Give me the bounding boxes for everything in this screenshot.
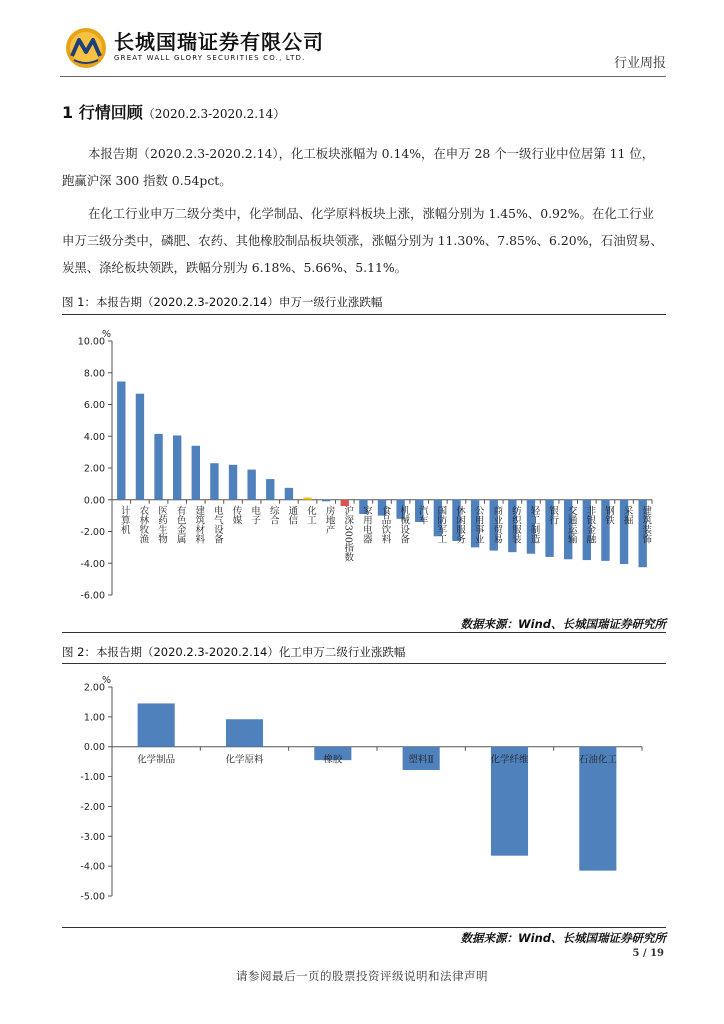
category-label: 通信 — [286, 505, 298, 525]
category-label: 非银金融 — [584, 505, 596, 544]
category-label: 综合 — [267, 505, 279, 525]
category-label: 化学纤维 — [490, 754, 529, 766]
paragraph-subsectors: 在化工行业申万二级分类中，化学制品、化学原料板块上涨，涨幅分别为 1.45%、0.92%。在化工行业申万三级分类中，磷肥、农药、其他橡胶制品板块领涨，涨幅分别为 11.30%、7.85%、6.20%，石油贸易、炭黑、涤纶板块领跌，跌幅分别为 6.18%、5.66%、5.11%。 — [62, 206, 663, 275]
category-label: 建筑材料 — [193, 505, 205, 544]
bar — [322, 500, 330, 502]
bar — [154, 434, 162, 500]
category-label: 食品饮料 — [379, 505, 391, 544]
y-tick-label: 2.00 — [83, 682, 105, 694]
bar — [229, 465, 237, 500]
header-divider — [60, 76, 666, 77]
y-tick-label: -4.00 — [80, 558, 105, 570]
y-tick-label: 2.00 — [83, 463, 105, 475]
y-tick-label: -4.00 — [80, 861, 105, 873]
category-label: 化学原料 — [225, 754, 264, 766]
y-tick-label: 6.00 — [83, 400, 105, 411]
category-label: 化学制品 — [137, 754, 176, 766]
bar — [192, 446, 200, 500]
category-label: 家用电器 — [360, 505, 372, 544]
category-label: 轻工制造 — [528, 505, 540, 544]
figure-1-source: 数据来源：Wind、长城国瑞证券研究所 — [460, 617, 666, 631]
y-tick-label: 4.00 — [83, 431, 105, 443]
category-label: 银行 — [547, 505, 559, 525]
footer-disclaimer: 请参阅最后一页的股票投资评级说明和法律声明 — [236, 969, 488, 983]
figure-2-caption: 图 2：本报告期（2020.2.3-2020.2.14）化工申万二级行业涨跌幅 — [62, 645, 406, 659]
figure-2-chart — [62, 665, 666, 925]
y-tick-label: 10.00 — [77, 336, 105, 348]
figure-1-caption: 图 1：本报告期（2020.2.3-2020.2.14）申万一级行业涨跌幅 — [62, 295, 383, 309]
y-tick-label: 1.00 — [83, 712, 105, 724]
company-name-cn: 长城国瑞证券有限公司 — [114, 30, 324, 54]
category-label: 医药生物 — [156, 505, 168, 544]
y-tick-label: -3.00 — [80, 831, 105, 843]
category-label: 计算机 — [118, 505, 130, 535]
category-label: 石油化工 — [578, 754, 617, 766]
y-tick-label: 8.00 — [83, 368, 105, 380]
category-label: 机械设备 — [398, 505, 410, 544]
y-tick-label: -2.00 — [80, 527, 105, 538]
category-label: 公用事业 — [472, 505, 484, 544]
y-tick-label: -5.00 — [80, 891, 105, 903]
company-logo-icon — [64, 26, 108, 70]
category-label: 钢铁 — [602, 505, 614, 525]
section-number: 1 — [62, 103, 74, 122]
category-label: 化工 — [305, 505, 317, 525]
category-label: 休闲服务 — [453, 505, 465, 544]
category-label: 电子 — [249, 505, 261, 525]
section-date-range: （2020.2.3-2020.2.14） — [142, 107, 286, 121]
bar — [247, 470, 255, 500]
bar — [285, 488, 293, 500]
bar — [173, 435, 181, 499]
figure-2-top-rule — [62, 663, 666, 664]
category-label: 橡胶 — [323, 754, 343, 766]
figure-2-source: 数据来源：Wind、长城国瑞证券研究所 — [460, 931, 666, 945]
bar — [226, 719, 263, 746]
category-label: 塑料Ⅱ — [408, 754, 434, 766]
category-label: 农林牧渔 — [137, 505, 149, 544]
figure-2-bottom-rule — [62, 927, 666, 928]
page-header — [60, 18, 666, 74]
section-title-text: 行情回顾 — [78, 103, 143, 122]
figure-1-bottom-rule — [62, 632, 666, 633]
figure-1-top-rule — [62, 314, 666, 315]
category-label: 采掘 — [621, 505, 633, 525]
page-number: 5 / 19 — [632, 948, 664, 959]
category-label: 电气设备 — [211, 505, 223, 544]
bar — [117, 381, 125, 499]
y-axis-unit: % — [102, 675, 112, 686]
category-label: 汽车 — [416, 505, 428, 525]
category-label: 有色金属 — [174, 505, 186, 544]
bar — [136, 394, 144, 500]
bar — [303, 498, 311, 500]
y-tick-label: 0.00 — [83, 742, 105, 754]
report-type-label: 行业周报 — [613, 56, 666, 71]
bar — [266, 479, 274, 500]
y-axis-unit: % — [102, 329, 112, 340]
category-label: 传媒 — [230, 505, 242, 525]
category-label: 国防军工 — [435, 505, 447, 544]
category-label: 房地产 — [323, 505, 335, 535]
paragraph-summary: 本报告期（2020.2.3-2020.2.14），化工板块涨幅为 0.14%，在申万 28 个一级行业中位居第 11 位，跑赢沪深 300 指数 0.54pct。 — [62, 146, 655, 188]
company-name-en: GREAT WALL GLORY SECURITIES CO., LTD. — [114, 54, 306, 62]
y-tick-label: 0.00 — [83, 495, 105, 507]
y-tick-label: -1.00 — [80, 772, 105, 784]
bar — [210, 463, 218, 500]
section-heading — [62, 100, 285, 123]
category-label: 商业贸易 — [491, 505, 503, 544]
figure-1-chart — [62, 316, 666, 614]
y-tick-label: -2.00 — [80, 801, 105, 813]
bar — [138, 703, 175, 746]
category-label: 纺织服装 — [509, 505, 521, 544]
category-label: 建筑装饰 — [640, 505, 652, 544]
y-tick-label: -6.00 — [80, 590, 105, 602]
category-label: 沪深300指数 — [342, 505, 354, 562]
category-label: 交通运输 — [565, 505, 577, 544]
